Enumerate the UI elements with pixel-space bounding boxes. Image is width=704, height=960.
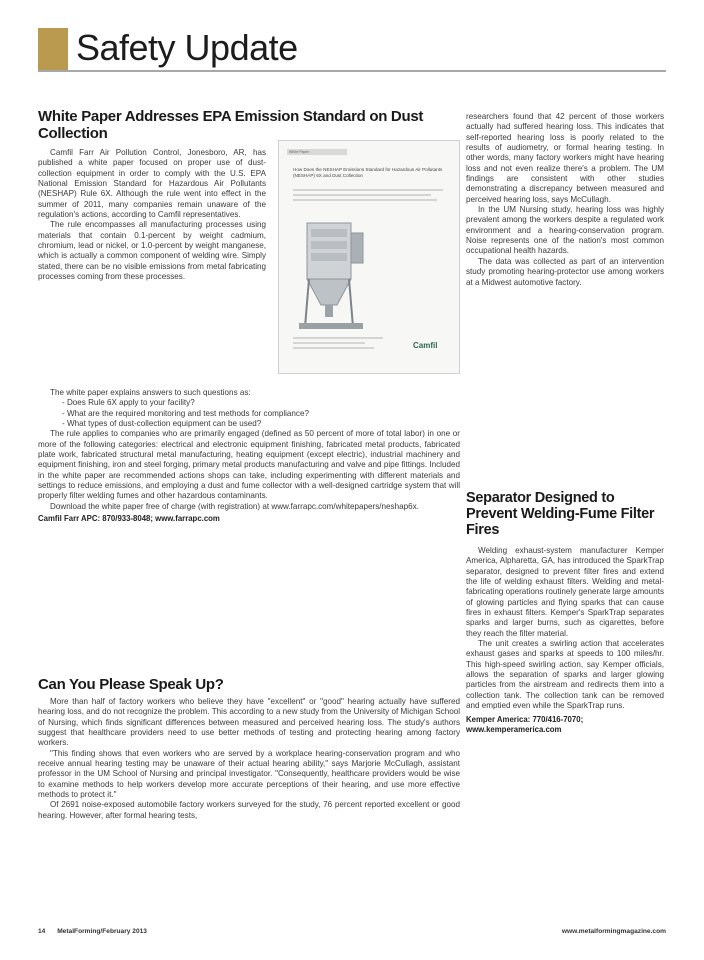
paragraph: Of 2691 noise-exposed automobile factory workers surveyed for the study, 76 percent reported excellent or good hearing. However, after formal hearing tests, <box>38 800 460 820</box>
magazine-issue: MetalForming/February 2013 <box>57 928 147 935</box>
paragraph: Welding exhaust-system manufacturer Kemper America, Alpharetta, GA, has introduced the SparkTrap separator, designed to prevent filter fires and extend the life of welding exhaust filters. Welding and metal-fabricating operations routinely generate large amounts of glowing particles and flying sparks that can cause fires in exhaust filters. Kemper's SparkTrap separates sparks and larger burns, such as cigarettes, before they reach the filter material. <box>466 546 664 638</box>
paragraph: More than half of factory workers who believe they have "excellent" or "good" hearing actually have suffered hearing loss, and do not recognize the problem. This according to a new study from the University of Michigan School of Nursing, which finds significant differences between measured and perceived hearing loss. The study's authors suggest that healthcare providers need to use better methods of testing and protecting hearing among factory workers. <box>38 697 460 748</box>
article-headline-speak-up: Can You Please Speak Up? <box>38 676 224 693</box>
paragraph: researchers found that 42 percent of those workers actually had suffered hearing loss. This indicates that self-reported hearing loss is poorly related to the results of audiometry, or formal hearing testing. In other words, many factory workers might have hearing loss and not even realize there's a problem. The UM findings are consistent with other studies demonstrating a discrepancy between measured and perceived hearing loss, says McCullagh. <box>466 112 664 204</box>
article2-continuation <box>466 112 664 288</box>
section-title: Safety Update <box>76 27 298 68</box>
dust-collector-illustration <box>297 219 369 331</box>
header-accent-block <box>38 28 68 70</box>
white-paper-cover-image <box>278 140 460 374</box>
article3-text <box>466 546 664 735</box>
cover-text-lines <box>293 189 443 204</box>
bullet-item: - What are the required monitoring and test methods for compliance? <box>62 408 309 418</box>
paragraph: Camfil Farr Air Pollution Control, Jonesboro, AR, has published a white paper focused on proper use of dust-collection equipment in order to comply with the U.S. EPA National Emission Standard for Hazardous Air Pollutants (NESHAP) Rule 6X. Although the rule went into effect in the summer of 2011, many companies remain unaware of the regulation's actions, according to Camfil representatives. <box>38 148 266 220</box>
contact-line: Camfil Farr APC: 870/933-8048; www.farrapc.com <box>38 514 220 524</box>
paragraph: In the UM Nursing study, hearing loss was highly prevalent among the workers despite a regulated work environment and a hearing-conservation program. Noise represents one of the nation's most common occupational health hazards. <box>466 205 664 256</box>
article-headline-white-paper: White Paper Addresses EPA Emission Standard on Dust Collection <box>38 108 424 142</box>
contact-website: www.kemperamerica.com <box>466 724 562 734</box>
paragraph: The rule encompasses all manufacturing processes using materials that contain 0.1-percent by weight cadmium, chromium, lead or nickel, or 1.0-percent by weight manganese, which is actually a common component of welding wire. Simply stated, there can be no visible emissions from metal fabricating processes coming from these processes. <box>38 220 266 282</box>
page-footer <box>38 926 666 938</box>
cover-title: How Does the NESHAP Emissions Standard for Hazardous Air Pollutants (NESHAP) 6X and Dust Collection <box>293 167 443 178</box>
cover-top-label: White Paper <box>287 149 347 155</box>
article1-full-width-text <box>38 388 460 524</box>
bullet-item: - What types of dust-collection equipment can be used? <box>62 419 262 429</box>
article1-column-text <box>38 148 266 282</box>
paragraph: "This finding shows that even workers who are served by a workplace hearing-conservation program and who receive annual hearing testing may be unaware of their actual hearing ability," says Marjorie McCullagh, assistant professor in the UM School of Nursing and principal investigator. "Consequently, healthcare providers would be wise to examine methods to help workers develop more accurate perceptions of their hearing, and use more effective methods to protect it." <box>38 748 460 800</box>
page-number: 14 <box>38 928 46 935</box>
paragraph: The data was collected as part of an intervention study promoting hearing-protector use among workers at a Midwest automotive factory. <box>466 256 664 287</box>
article-headline-separator: Separator Designed to Prevent Welding-Fume Filter Fires <box>466 490 655 538</box>
intro-line: The white paper explains answers to such questions as: <box>50 388 251 397</box>
header-rule <box>38 70 666 72</box>
footer-website: www.metalformingmagazine.com <box>561 928 666 935</box>
footer-left <box>38 926 147 938</box>
paragraph: The rule applies to companies who are primarily engaged (defined as 50 percent of more of total labor) in one or more of the following categories: electrical and electronic equipment finishing, fabricated metal products, fabricated plate work, fabricated structural metal manufacturing, heating equipment (except electric), industrial machinery and equipment finishing, iron and steel forging, primary metal products manufacturing and valve and pipe fittings. Included in the white paper are recommended actions shops can take, including experimenting with different materials and settings to reduce emissions, and employing a dust and fume collector with a well-designed cartridge system that will properly filter welding fumes and other hazardous contaminants. <box>38 429 460 501</box>
camfil-logo: Camfil <box>413 341 438 350</box>
article2-text <box>38 697 460 821</box>
paragraph: The unit creates a swirling action that accelerates exhaust gases and sparks at speeds to 100 miles/hr. This high-speed swirling action, say Kemper officials, allows the separation of sparks and larger glowing particles from the airstream and redirects them into a collection tank. The collection tank can be removed and emptied even while the SparkTrap runs. <box>466 639 664 711</box>
contact-line: Kemper America: 770/416-7070; <box>466 714 584 724</box>
paragraph: Download the white paper free of charge (with registration) at www.farrapc.com/whitepapers/neshap6x. <box>50 501 419 511</box>
cover-footer-lines <box>293 337 383 352</box>
bullet-item: - Does Rule 6X apply to your facility? <box>62 398 195 408</box>
